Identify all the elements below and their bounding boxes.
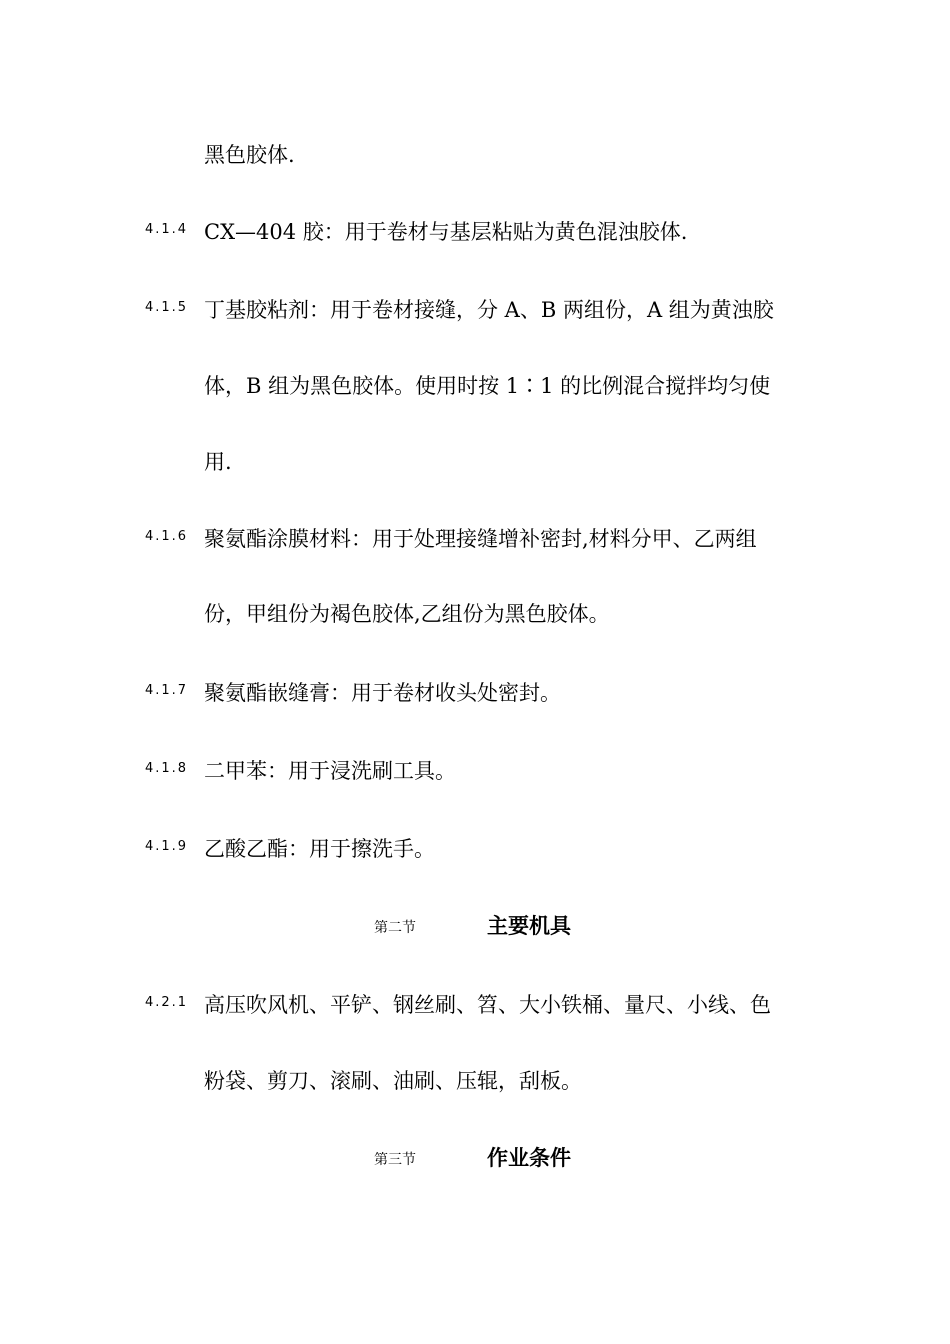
text-line: 聚氨酯涂膜材料：用于处理接缝增补密封,材料分甲、乙两组: [204, 527, 757, 551]
text-line: 二甲苯：用于浸洗刷工具。: [204, 759, 456, 783]
item-number: 4.1.7: [145, 683, 189, 698]
text-line: 高压吹风机、平铲、钢丝刷、笤、大小铁桶、量尺、小线、色: [204, 993, 771, 1017]
text-line: 丁基胶粘剂：用于卷材接缝，分 A、B 两组份，A 组为黄浊胶: [204, 298, 774, 322]
section-number: 第二节: [374, 920, 416, 936]
section-title: 主要机具: [487, 914, 571, 938]
item-number: 4.1.9: [145, 839, 189, 854]
item-number: 4.1.8: [145, 761, 189, 776]
text-line: 粉袋、剪刀、滚刷、油刷、压辊，刮板。: [204, 1069, 582, 1093]
item-number: 4.1.4: [145, 222, 189, 237]
text-line: CX—404 胶：用于卷材与基层粘贴为黄色混浊胶体.: [204, 220, 688, 244]
text-line: 份，甲组份为褐色胶体,乙组份为黑色胶体。: [204, 602, 610, 626]
item-number: 4.2.1: [145, 995, 189, 1010]
item-number: 4.1.5: [145, 300, 189, 315]
item-number: 4.1.6: [145, 529, 189, 544]
text-line: 乙酸乙酯：用于擦洗手。: [204, 837, 435, 861]
text-line: 体，B 组为黑色胶体。使用时按 1∶1 的比例混合搅拌均匀使: [204, 374, 771, 398]
text-line: 黑色胶体.: [204, 143, 295, 167]
section-number: 第三节: [374, 1152, 416, 1168]
text-line: 用.: [204, 450, 232, 474]
text-line: 聚氨酯嵌缝膏：用于卷材收头处密封。: [204, 681, 561, 705]
section-title: 作业条件: [487, 1146, 571, 1170]
